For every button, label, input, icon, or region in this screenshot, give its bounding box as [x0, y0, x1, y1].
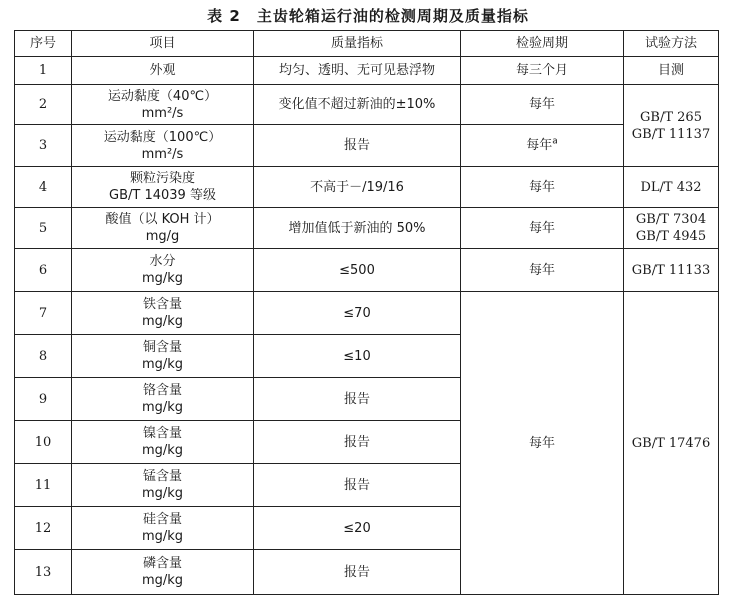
item-name: 运动黏度（100℃） — [103, 129, 222, 145]
table-row — [15, 125, 719, 167]
footnote-mark: a — [552, 136, 558, 147]
table-row — [15, 249, 719, 292]
item-unit: mg/kg — [141, 529, 184, 544]
cell-item — [72, 167, 254, 208]
cell-item — [72, 208, 254, 249]
cell-quality: ≤20 — [254, 507, 461, 550]
cell-quality: 报告 — [254, 421, 461, 464]
cell-no: 9 — [15, 378, 72, 421]
item-unit: mg/kg — [141, 486, 184, 501]
item-name: 酸值（以 KOH 计） — [105, 212, 220, 227]
cell-quality: 报告 — [254, 378, 461, 421]
cell-item — [72, 292, 254, 335]
cell-item — [72, 85, 254, 125]
table-row — [15, 85, 719, 125]
cell-quality: 增加值低于新油的 50% — [254, 208, 461, 249]
cell-no: 2 — [15, 85, 72, 125]
cell-no: 8 — [15, 335, 72, 378]
method-line: GB/T 11137 — [631, 126, 711, 142]
item-unit: mm²/s — [141, 105, 184, 121]
period-text: 每年 — [526, 138, 553, 153]
cell-period: 每年 — [461, 85, 624, 125]
header-no: 序号 — [15, 31, 72, 57]
cell-quality: ≤500 — [254, 249, 461, 292]
cell-method — [624, 208, 719, 249]
cell-quality: 变化值不超过新油的±10% — [254, 85, 461, 125]
cell-item — [72, 249, 254, 292]
item-name: 运动黏度（40℃） — [107, 88, 218, 104]
cell-period: 每年 — [461, 167, 624, 208]
item-name: 颗粒污染度 — [129, 171, 195, 186]
item-name: 外观 — [149, 63, 176, 78]
cell-item — [72, 378, 254, 421]
cell-period: 每年 — [461, 208, 624, 249]
cell-item — [72, 507, 254, 550]
table-title: 表 2 主齿轮箱运行油的检测周期及质量指标 — [207, 7, 529, 25]
cell-no: 10 — [15, 421, 72, 464]
header-row — [15, 31, 719, 57]
table-row — [15, 57, 719, 85]
cell-no: 12 — [15, 507, 72, 550]
cell-no: 13 — [15, 550, 72, 595]
item-unit: mg/kg — [141, 314, 184, 329]
item-unit: mg/g — [145, 229, 180, 244]
item-name: 铁含量 — [142, 297, 182, 312]
cell-quality: ≤10 — [254, 335, 461, 378]
item-name: 磷含量 — [142, 556, 182, 571]
method-line: GB/T 4945 — [635, 229, 707, 244]
cell-period — [461, 125, 624, 167]
cell-no: 1 — [15, 57, 72, 85]
item-name: 铬含量 — [142, 383, 182, 398]
item-unit: mg/kg — [141, 357, 184, 372]
cell-quality: ≤70 — [254, 292, 461, 335]
cell-item — [72, 125, 254, 167]
cell-no: 11 — [15, 464, 72, 507]
cell-no: 4 — [15, 167, 72, 208]
cell-method — [624, 85, 719, 167]
cell-item — [72, 550, 254, 595]
header-quality: 质量指标 — [254, 31, 461, 57]
cell-quality: 报告 — [254, 125, 461, 167]
cell-no: 3 — [15, 125, 72, 167]
cell-period: 每年 — [461, 249, 624, 292]
item-name: 锰含量 — [142, 469, 182, 484]
item-name: 镍含量 — [142, 426, 182, 441]
cell-quality: 报告 — [254, 464, 461, 507]
cell-method: GB/T 11133 — [624, 249, 719, 292]
item-name: 水分 — [149, 254, 176, 269]
cell-no: 6 — [15, 249, 72, 292]
quality-table — [14, 30, 719, 595]
cell-method: GB/T 17476 — [624, 292, 719, 595]
cell-period: 每三个月 — [461, 57, 624, 85]
item-unit: mg/kg — [141, 443, 184, 458]
cell-item — [72, 421, 254, 464]
cell-method: 目测 — [624, 57, 719, 85]
cell-method: DL/T 432 — [624, 167, 719, 208]
cell-quality: 均匀、透明、无可见悬浮物 — [254, 57, 461, 85]
item-unit: mg/kg — [141, 271, 184, 286]
header-item: 项目 — [72, 31, 254, 57]
table-row — [15, 208, 719, 249]
method-line: GB/T 7304 — [635, 212, 707, 227]
header-method: 试验方法 — [624, 31, 719, 57]
cell-item — [72, 335, 254, 378]
item-unit: mg/kg — [141, 573, 184, 588]
cell-quality: 报告 — [254, 550, 461, 595]
item-unit: mm²/s — [141, 146, 184, 162]
cell-period: 每年 — [461, 292, 624, 595]
item-name: 铜含量 — [142, 340, 182, 355]
header-period: 检验周期 — [461, 31, 624, 57]
item-unit: GB/T 14039 等级 — [109, 188, 216, 203]
cell-item — [72, 464, 254, 507]
cell-no: 5 — [15, 208, 72, 249]
method-line: GB/T 265 — [640, 109, 702, 125]
cell-no: 7 — [15, 292, 72, 335]
table-row — [15, 167, 719, 208]
cell-item — [72, 57, 254, 85]
table-row — [15, 292, 719, 335]
item-unit: mg/kg — [141, 400, 184, 415]
item-name: 硅含量 — [142, 512, 182, 527]
cell-quality: 不高于－/19/16 — [254, 167, 461, 208]
